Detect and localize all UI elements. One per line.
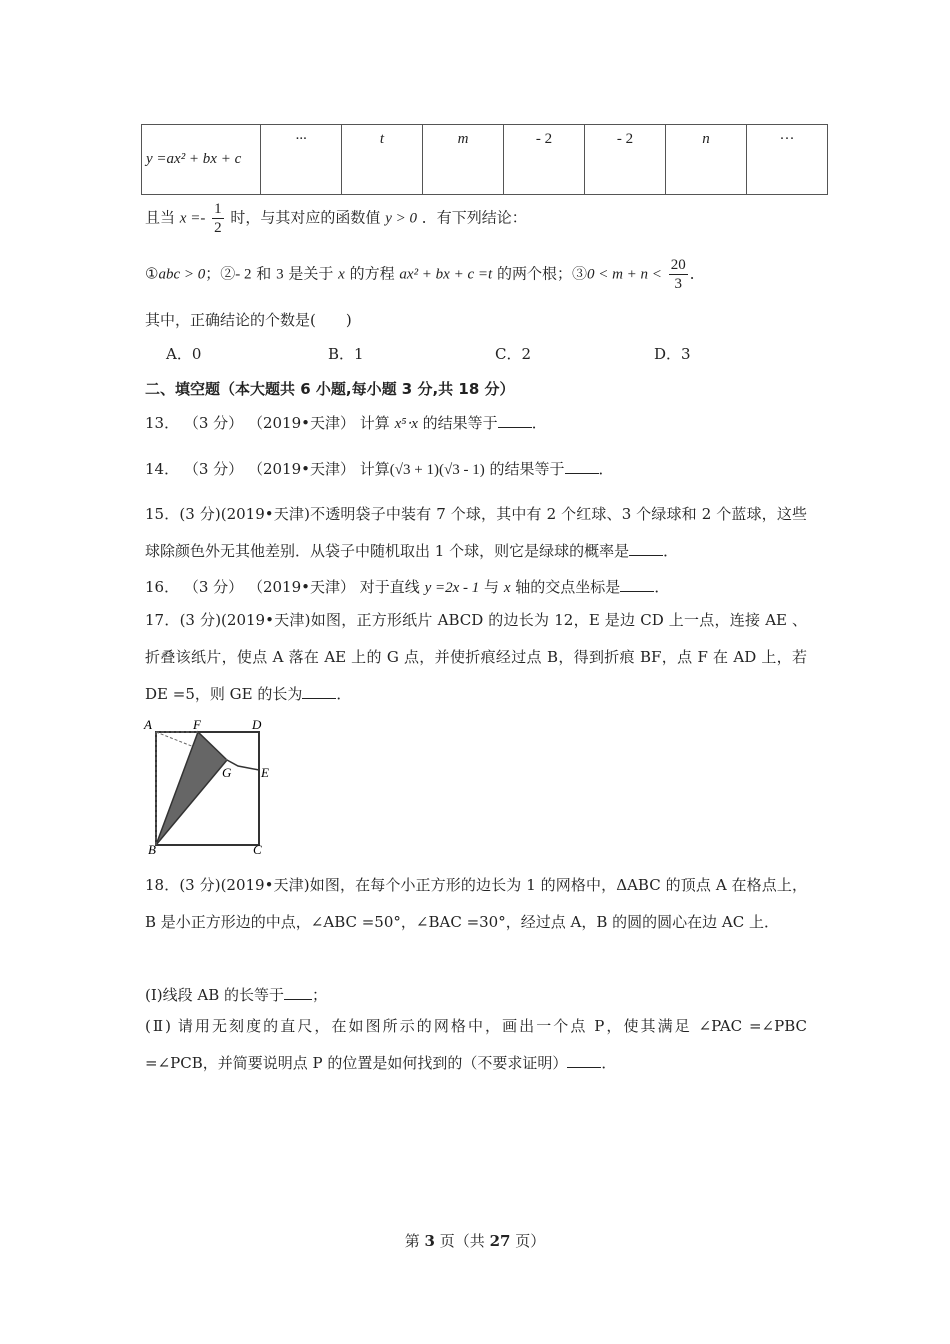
text: 第 <box>404 1232 420 1250</box>
math-expr: 3 <box>276 266 284 283</box>
answer-blank[interactable] <box>565 459 599 474</box>
math-expr: x <box>338 266 345 283</box>
frac-num: 1 <box>214 201 222 217</box>
q12-conclusions <box>145 256 705 293</box>
option-d: D．3 <box>654 345 691 363</box>
folded-triangle <box>156 732 227 845</box>
option-c: C．2 <box>495 345 532 363</box>
text: 计算 <box>359 460 390 478</box>
text: ； <box>312 986 328 1004</box>
table-cell-function: y =ax² + bx + c <box>142 125 261 195</box>
fraction <box>669 256 688 293</box>
question-15 <box>145 496 807 570</box>
answer-blank[interactable] <box>498 413 532 428</box>
option-b: B．1 <box>328 345 364 363</box>
table-cell: n <box>666 125 747 195</box>
segment-ge <box>227 760 259 770</box>
math-expr: y > 0 <box>385 210 417 227</box>
answer-blank[interactable] <box>629 541 663 556</box>
math-expr: - 2 <box>235 266 252 283</box>
question-16 <box>145 576 669 597</box>
text: ． <box>663 542 679 560</box>
frac-num: 20 <box>670 257 686 273</box>
q12-condition <box>145 200 527 237</box>
table-cell: m <box>423 125 504 195</box>
label-g: G <box>222 765 232 780</box>
square-fold-figure <box>140 712 280 857</box>
question-18-part2 <box>145 1008 807 1082</box>
label-a: A <box>144 717 152 732</box>
label-e: E <box>261 765 269 780</box>
answer-blank[interactable] <box>567 1053 601 1068</box>
q-score: （3 分） <box>183 414 244 432</box>
question-13 <box>145 412 547 433</box>
table-cell: - 2 <box>585 125 666 195</box>
text: ① <box>145 264 159 283</box>
q-text: 18．(3 分)(2019•天津)如图，在每个小正方形的边长为 1 的网格中，ΔABC 的顶点 A 在格点上，B 是小正方形边的中点，∠ABC =50°，∠BAC =30°，经过点 A，B 的圆的圆心在边 AC 上． <box>145 876 807 931</box>
math-expr: x⁵⋅x <box>394 416 418 432</box>
frac-den: 3 <box>674 276 682 292</box>
section-title: 二、填空题（本大题共 6 小题,每小题 3 分,共 18 分） <box>145 380 515 398</box>
frac-den: 2 <box>214 220 222 236</box>
table-cell: ··· <box>747 125 828 195</box>
question-18-part1 <box>145 984 327 1005</box>
q-num: 14． <box>145 460 180 478</box>
text: 页（共 <box>439 1232 485 1250</box>
table-cell: - 2 <box>504 125 585 195</box>
text: ；② <box>205 264 236 283</box>
label-d: D <box>252 717 262 732</box>
text: ． <box>601 1054 617 1072</box>
q-score: （3 分） <box>183 578 244 596</box>
table-row <box>142 125 828 195</box>
question-17 <box>145 602 807 713</box>
text: 的方程 <box>349 264 395 283</box>
q-text: 17．(3 分)(2019•天津)如图，正方形纸片 ABCD 的边长为 12，E 是边 CD 上一点，连接 AE 、折叠该纸片，使点 A 落在 AE 上的 G 点，并使折痕经过点 B，得到折痕 BF，点 F 在 AD 上，若 DE =5，则 GE 的长为 <box>145 611 807 703</box>
question-14 <box>145 458 614 479</box>
total-pages: 27 <box>489 1232 511 1250</box>
label-c: C <box>253 842 262 857</box>
text: ． <box>531 414 547 432</box>
fraction <box>212 200 224 237</box>
text: ． <box>598 460 614 478</box>
text: 页） <box>515 1232 546 1250</box>
math-expr: abc > 0 <box>158 266 206 283</box>
text: (Ⅱ) 请用无刻度的直尺，在如图所示的网格中，画出一个点 P，使其满足 ∠PAC =∠PBC =∠PCB，并简要说明点 P 的位置是如何找到的（不要求证明） <box>145 1017 807 1072</box>
q-source: （2019•天津） <box>247 414 355 432</box>
q-score: （3 分） <box>183 460 244 478</box>
math-expr: 0 < m + n < <box>586 266 662 283</box>
page-number: 3 <box>424 1232 435 1250</box>
math-expr: y =2x - 1 <box>424 580 480 596</box>
answer-blank[interactable] <box>302 684 336 699</box>
text: 的两个根；③ <box>496 264 587 283</box>
q-num: 13． <box>145 414 180 432</box>
text: 且当 <box>145 208 176 227</box>
text: ． <box>336 685 352 703</box>
q-source: （2019•天津） <box>247 460 355 478</box>
text: (Ⅰ)线段 AB 的长等于 <box>145 986 285 1004</box>
page-footer <box>0 1230 950 1251</box>
label-b: B <box>148 842 156 857</box>
option-a: A．0 <box>166 345 202 363</box>
q12-ask: 其中，正确结论的个数是( ) <box>145 311 352 329</box>
text: 的结果等于 <box>422 414 498 432</box>
text: ．有下列结论： <box>421 208 527 227</box>
text: ． <box>654 578 670 596</box>
value-table <box>141 124 828 195</box>
table-cell: t <box>342 125 423 195</box>
text: ． <box>689 264 705 283</box>
text: 计算 <box>359 414 390 432</box>
label-f: F <box>193 717 201 732</box>
math-expr: (√3 + 1)(√3 - 1) <box>389 462 485 478</box>
math-expr: x <box>503 580 511 596</box>
q-num: 16． <box>145 578 180 596</box>
text: 与 <box>484 578 500 596</box>
q-text: 15．(3 分)(2019•天津)不透明袋子中装有 7 个球，其中有 2 个红球、3 个绿球和 2 个蓝球，这些球除颜色外无其他差别．从袋子中随机取出 1 个球，则它是绿球的概率是 <box>145 505 807 560</box>
text: 时，与其对应的函数值 <box>230 208 381 227</box>
q-source: （2019•天津） <box>247 578 355 596</box>
text: 和 <box>256 264 272 283</box>
text: 是关于 <box>288 264 334 283</box>
text: 轴的交点坐标是 <box>515 578 621 596</box>
math-expr: ax² + bx + c =t <box>399 266 493 283</box>
answer-blank[interactable] <box>620 577 654 592</box>
math-expr: x =- <box>179 210 206 227</box>
answer-blank[interactable] <box>284 985 312 1000</box>
text: 对于直线 <box>359 578 420 596</box>
question-18 <box>145 867 807 941</box>
table-cell: ··· <box>261 125 342 195</box>
text: 的结果等于 <box>489 460 565 478</box>
